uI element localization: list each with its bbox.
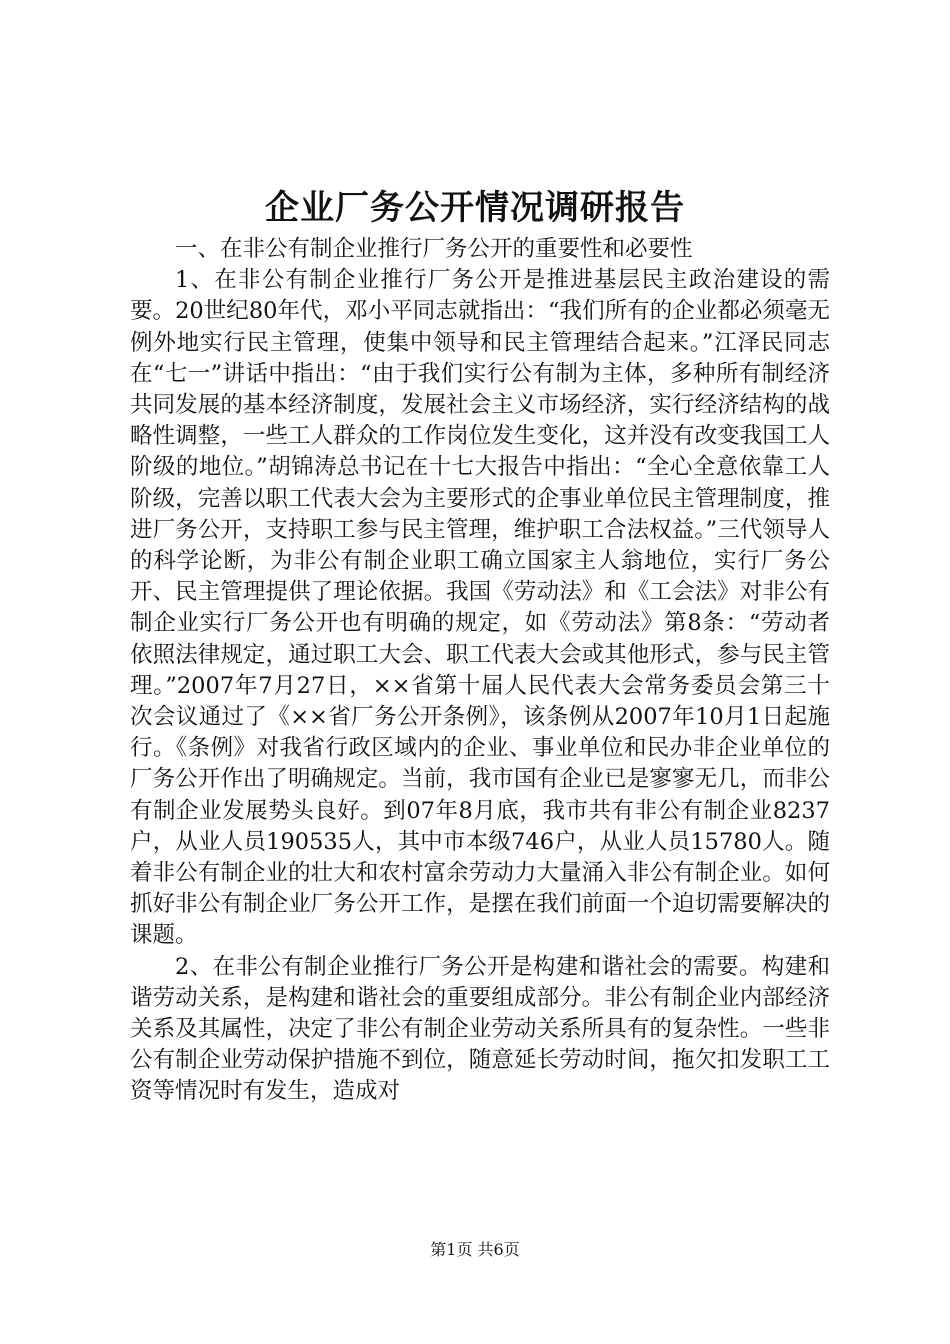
body-paragraph: 1、在非公有制企业推行厂务公开是推进基层民主政治建设的需要。20世纪80年代，邓小平同志就指出：“我们所有的企业都必须毫无例外地实行民主管理，使集中领导和民主管理结合起来。”江泽民同志在“七一”讲话中指出：“由于我们实行公有制为主体，多种所有制经济共同发展的基本经济制度，发展社会主义市场经济，实行经济结构的战略性调整，一些工人群众的工作岗位发生变化，这并没有改变我国工人阶级的地位。”胡锦涛总书记在十七大报告中指出：“全心全意依靠工人阶级，完善以职工代表大会为主要形式的企事业单位民主管理制度，推进厂务公开，支持职工参与民主管理，维护职工合法权益。”三代领导人的科学论断，为非公有制企业职工确立国家主人翁地位，实行厂务公开、民主管理提供了理论依据。我国《劳动法》和《工会法》对非公有制企业实行厂务公开也有明确的规定，如《劳动法》第8条：“劳动者依照法律规定，通过职工大会、职工代表大会或其他形式，参与民主管理。”2007年7月27日，××省第十届人民代表大会常务委员会第三十次会议通过了《××省厂务公开条例》，该条例从2007年10月1日起施行。《条例》对我省行政区域内的企业、事业单位和民办非企业单位的厂务公开作出了明确规定。当前，我市国有企业已是寥寥无几，而非公有制企业发展势头良好。到07年8月底，我市共有非公有制企业8237户，从业人员190535人，其中市本级746户，从业人员15780人。随着非公有制企业的壮大和农村富余劳动力大量涌入非公有制企业。如何抓好非公有制企业厂务公开工作，是摆在我们前面一个迫切需要解决的课题。 [130, 267, 830, 949]
document-title: 企业厂务公开情况调研报告 [265, 188, 685, 228]
section-heading: 一、在非公有制企业推行厂务公开的重要性和必要性 [175, 236, 693, 262]
document-body [130, 234, 830, 1108]
page-number-footer: 第1页 共6页 [430, 1240, 520, 1259]
body-paragraph: 2、在非公有制企业推行厂务公开是构建和谐社会的需要。构建和谐劳动关系，是构建和谐社会的重要组成部分。非公有制企业内部经济关系及其属性，决定了非公有制企业劳动关系所具有的复杂性。一些非公有制企业劳动保护措施不到位，随意延长劳动时间，拖欠扣发职工工资等情况时有发生，造成对 [130, 953, 830, 1105]
